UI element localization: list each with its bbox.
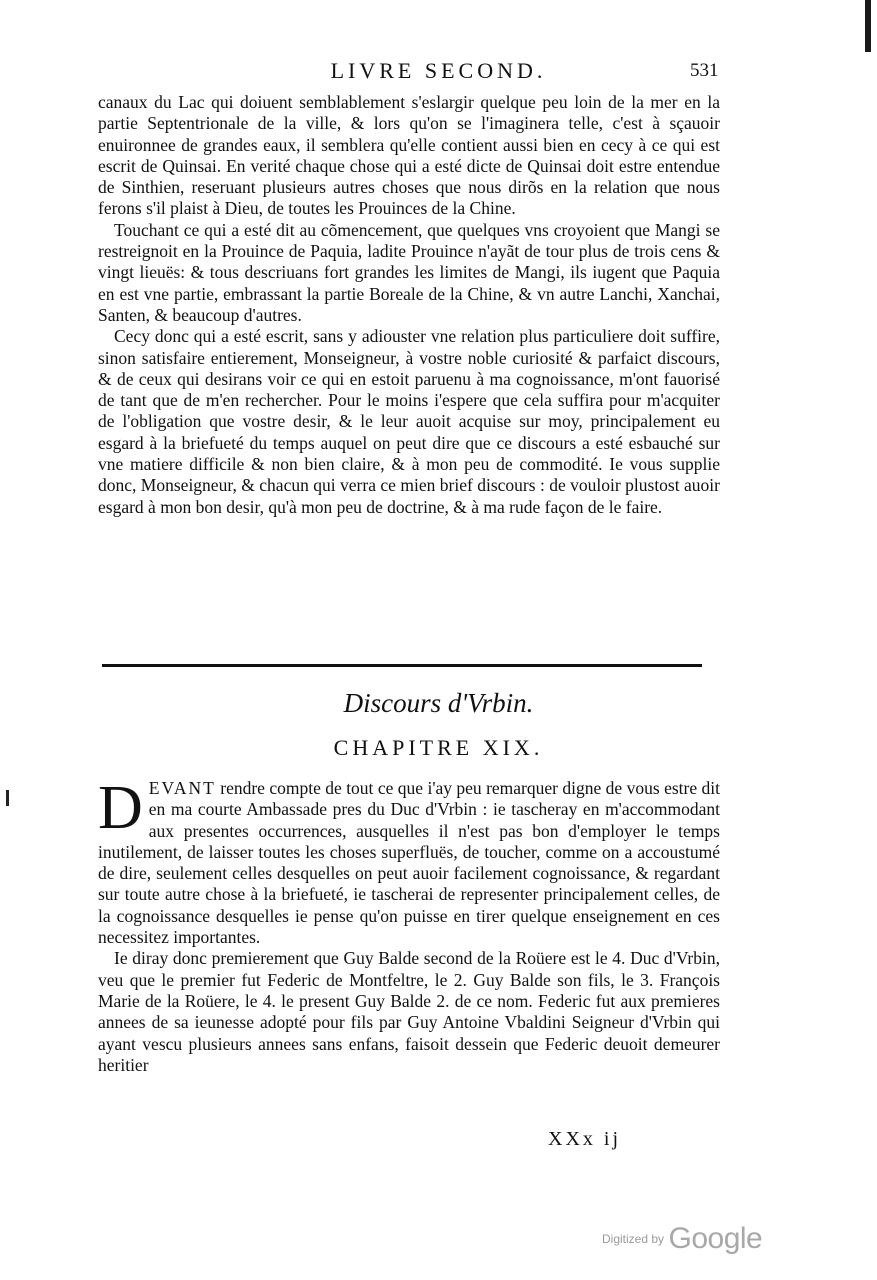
text-block-chapter [98,774,720,1076]
signature-mark: XXx ij [548,1128,621,1150]
section-title: Discours d'Vrbin. [343,688,534,718]
text-block-top [98,92,720,518]
paragraph: Cecy donc qui a esté escrit, sans y adiouster vne relation plus particuliere doit suffire, sinon satisfaire entierement, Monseigneur, à vostre noble curiosité & parfaict discours, & de ceux qui desirans voir ce qui en estoit paruenu à ma cognoissance, m'ont fauorisé de tant que de m'en rechercher. Pour le moins i'espere que cela suffira pour m'acquiter de l'obligation que vostre desir, & le leur auoit acquise sur moy, principalement eu esgard à la briefueté du temps auquel on peut dire que ce discours a esté esbauché sur vne matiere difficile & non bien claire, & à mon peu de commodité. Ie vous supplie donc, Monseigneur, & chacun qui verra ce mien brief discours : de vouloir plustost auoir esgard à mon bon desir, qu'à mon peu de doctrine, & à ma rude façon de le faire. [98,326,720,517]
running-head: LIVRE SECOND. [330,58,547,83]
paragraph: canaux du Lac qui doiuent semblablement s'eslargir quelque peu loin de la mer en la partie Septentrionale de la ville, & lors qu'on se l'imaginera telle, c'est à sçauoir enuironnee de grandes eaux, il semblera qu'elle contient aussi bien en cecy à ce qui est escrit de Quinsai. En verité chaque chose qui a esté dicte de Quinsai doit estre entendue de Sinthien, reseruant plusieurs autres choses que nous dirõs en la relation que nous ferons s'il plaist à Dieu, de toutes les Prouinces de la Chine. [98,92,720,219]
lead-in-word: EVANT [148,778,216,798]
digitization-watermark [602,1222,762,1256]
margin-mark [6,790,9,806]
page-edge-mark [865,0,871,52]
paragraph [98,774,720,948]
chapter-heading: CHAPITRE XIX. [333,735,544,760]
watermark-prefix: Digitized by [602,1232,665,1246]
paragraph: Touchant ce qui a esté dit au cõmencement, que quelques vns croyoient que Mangi se restreignoit en la Prouince de Paquia, ladite Prouince n'ayãt de tour plus de trois cens & vingt lieuës: & tous descriuans fort grandes les limites de Mangi, ils iugent que Paquia en est vne partie, embrassant la partie Boreale de la Chine, & vn autre Lanchi, Xanchai, Santen, & beaucoup d'autres. [98,219,720,325]
page-number: 531 [690,60,719,81]
section-divider [102,664,702,667]
paragraph-text: rendre compte de tout ce que i'ay peu remarquer digne de vous estre dit en ma courte Ambassade pres du Duc d'Vrbin : ie tascheray en m'accommodant aux presentes occurrences, ausquelles il n'est pas bon d'employer le temps inutilement, de laisser toutes les choses superfluës, de toucher, comme on a accoustumé de dire, seulement celles desquelles on peut auoir facilement cognoissance, & regardant sur toute autre chose à la briefueté, ie tascherai de representer principalement celles, de la cognoissance desquelles ie pense qu'on puisse en tirer quelque enseignement en ces necessitez importantes. [98,778,720,948]
paragraph: Ie diray donc premierement que Guy Balde second de la Roüere est le 4. Duc d'Vrbin, veu que le premier fut Federic de Montfeltre, le 2. Guy Balde son fils, le 3. François Marie de la Roüere, le 4. le present Guy Balde 2. de ce nom. Federic fut aux premieres annees de sa ieunesse adopté pour fils par Guy Antoine Vbaldini Seigneur d'Vrbin qui ayant vescu plusieurs annees sans enfans, faisoit dessein que Federic deuoit demeurer heritier [98,948,720,1075]
drop-cap: D [98,774,143,842]
google-logo: Google [668,1222,763,1255]
